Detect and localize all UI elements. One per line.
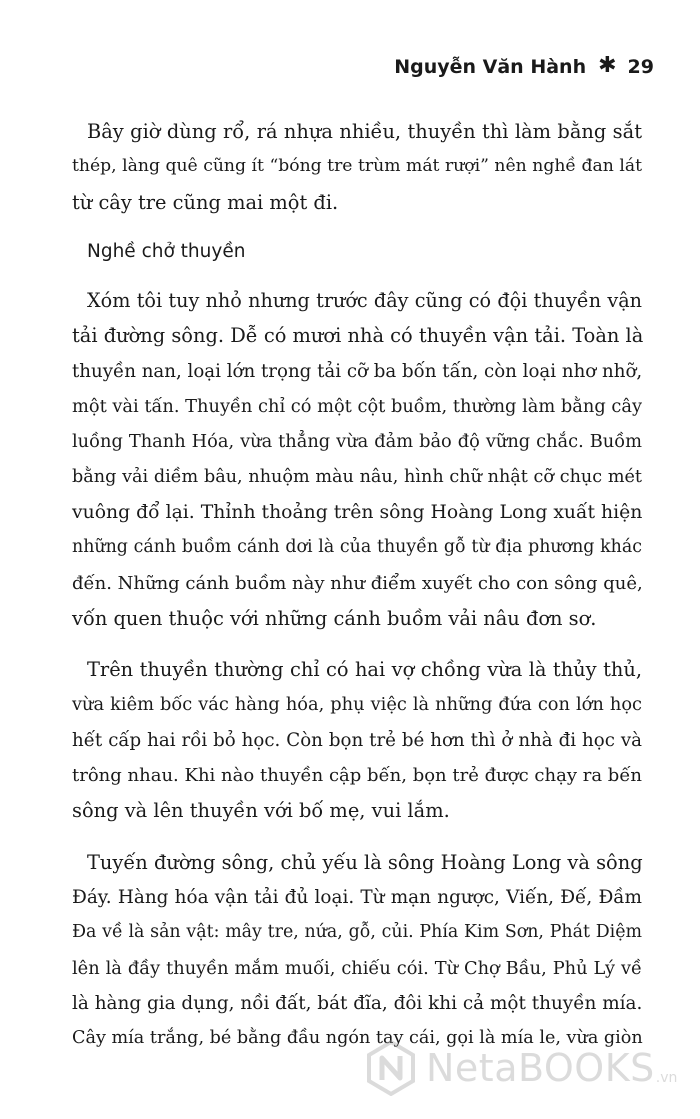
paragraph-line: vốn quen thuộc với những cánh buồm vải nâu đơn sơ. bbox=[72, 606, 597, 630]
paragraph-line: Đa về là sản vật: mây tre, nứa, gỗ, củi. Phía Kim Sơn, Phát Diệm bbox=[72, 922, 642, 943]
paragraph bbox=[72, 845, 642, 1057]
paragraph bbox=[72, 652, 642, 828]
asterisk-separator-icon: ✱ bbox=[598, 53, 617, 78]
paragraph-line: vừa kiêm bốc vác hàng hóa, phụ việc là những đứa con lớn học bbox=[72, 694, 642, 716]
netabooks-watermark bbox=[366, 1040, 677, 1096]
paragraph bbox=[72, 114, 642, 220]
paragraph-line: hết cấp hai rồi bỏ học. Còn bọn trẻ bé hơn thì ở nhà đi học và bbox=[72, 729, 642, 751]
paragraph-line: một vài tấn. Thuyền chỉ có một cột buồm, thường làm bằng cây bbox=[72, 396, 642, 418]
paragraph-line: thép, làng quê cũng ít “bóng tre trùm mát rượi” nên nghề đan lát bbox=[72, 156, 642, 177]
paragraph-line: tải đường sông. Dễ có mươi nhà có thuyền vận tải. Toàn là bbox=[72, 324, 644, 348]
paragraph-line: vuông đổ lại. Thỉnh thoảng trên sông Hoàng Long xuất hiện bbox=[72, 501, 643, 523]
paragraph-line: Trên thuyền thường chỉ có hai vợ chồng vừa là thủy thủ, bbox=[87, 658, 642, 682]
paragraph-line: bằng vải diềm bâu, nhuộm màu nâu, hình chữ nhật cỡ chục mét bbox=[72, 466, 642, 487]
page-number: 29 bbox=[627, 56, 654, 78]
paragraph-line: lên là đầy thuyền mắm muối, chiếu cói. Từ Chợ Bầu, Phủ Lý về bbox=[72, 957, 642, 979]
paragraph bbox=[72, 283, 642, 636]
section-heading: Nghề chở thuyền bbox=[87, 240, 246, 262]
author-name: Nguyễn Văn Hành bbox=[394, 56, 587, 78]
paragraph-line: Cây mía trắng, bé bằng đầu ngón tay cái, gọi là mía le, vừa giòn bbox=[72, 1028, 643, 1049]
paragraph-line: Đáy. Hàng hóa vận tải đủ loại. Từ mạn ngược, Viến, Đế, Đầm bbox=[72, 886, 642, 908]
paragraph-line: đến. Những cánh buồm này như điểm xuyết cho con sông quê, bbox=[72, 572, 643, 594]
paragraph-line: sông và lên thuyền với bố mẹ, vui lắm. bbox=[72, 799, 450, 823]
watermark-suffix: .vn bbox=[655, 1070, 678, 1086]
paragraph-line: trông nhau. Khi nào thuyền cập bến, bọn trẻ được chạy ra bến bbox=[72, 765, 642, 787]
paragraph-line: những cánh buồm cánh dơi là của thuyền gỗ từ địa phương khác bbox=[72, 537, 642, 558]
paragraph-line: là hàng gia dụng, nồi đất, bát đĩa, đôi khi cả một thuyền mía. bbox=[72, 992, 643, 1014]
paragraph-line: luồng Thanh Hóa, vừa thẳng vừa đảm bảo độ vững chắc. Buồm bbox=[72, 431, 642, 453]
paragraph-line: Tuyến đường sông, chủ yếu là sông Hoàng Long và sông bbox=[87, 850, 643, 874]
running-header bbox=[394, 53, 654, 78]
netabooks-logo-icon bbox=[366, 1040, 416, 1096]
paragraph-line: thuyền nan, loại lớn trọng tải cỡ ba bốn tấn, còn loại nhơ nhỡ, bbox=[72, 360, 643, 382]
paragraph-line: Bây giờ dùng rổ, rá nhựa nhiều, thuyền thì làm bằng sắt bbox=[87, 120, 642, 143]
paragraph-line: Xóm tôi tuy nhỏ nhưng trước đây cũng có đội thuyền vận bbox=[87, 289, 642, 313]
page-body bbox=[72, 114, 642, 1056]
watermark-brand: NetaBOOKS bbox=[426, 1046, 655, 1090]
paragraph-line: từ cây tre cũng mai một đi. bbox=[72, 190, 339, 214]
